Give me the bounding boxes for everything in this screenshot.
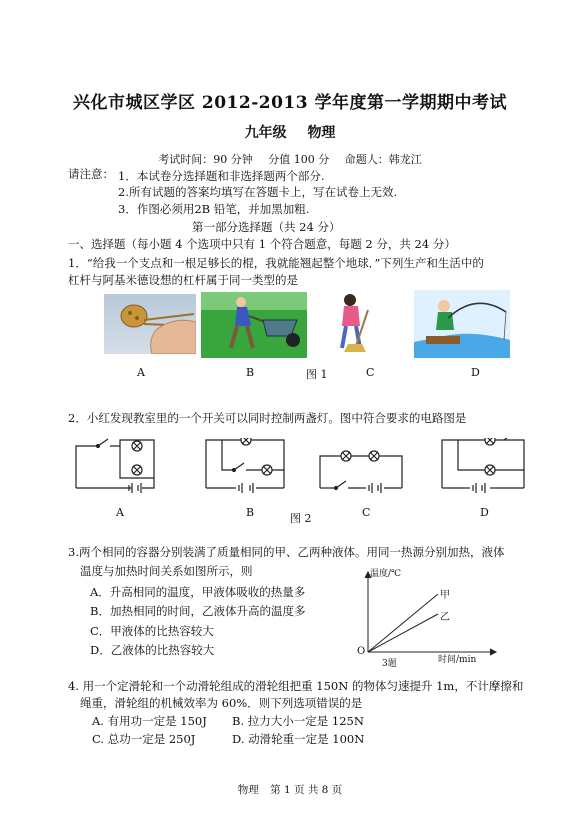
circuit-c — [316, 438, 416, 506]
broom-image — [328, 292, 380, 354]
q1-label-d: D — [471, 366, 480, 379]
q3-graph — [354, 566, 514, 669]
exam-info — [0, 151, 580, 167]
exam-score: 分值 100 分 — [268, 153, 330, 166]
page-footer — [0, 782, 580, 797]
q2-text: 2．小红发现教室里的一个开关可以同时控制两盏灯。图中符合要求的电路图是 — [68, 411, 467, 425]
q2-label-b: B — [246, 506, 255, 519]
q3-option-c: C．甲液体的比热容较大 — [90, 624, 214, 638]
graph-figure-label: 3题 — [382, 659, 397, 669]
q4-option-b: B. 拉力大小一定是 125N — [232, 714, 364, 728]
part1-heading: 第一部分选择题（共 24 分） — [192, 220, 341, 234]
chopsticks-image — [104, 294, 196, 354]
q1-line2: 杠杆与阿基米德设想的杠杆属于同一类型的是 — [68, 273, 298, 287]
note-1: 1．本试卷分选择题和非选择题两个部分. — [118, 169, 325, 183]
q3-option-b: B．加热相同的时间，乙液体升高的温度多 — [90, 604, 306, 618]
graph-series-yi: 乙 — [440, 612, 450, 623]
graph-ylabel: 温度/℃ — [370, 569, 402, 579]
note-2: 2.所有试题的答案均填写在答题卡上，写在试卷上无效. — [118, 185, 398, 199]
exam-time: 考试时间：90 分钟 — [158, 153, 253, 166]
fishing-image — [414, 290, 510, 358]
q3-option-d: D．乙液体的比热容较大 — [90, 643, 215, 657]
q3-line2: 温度与加热时间关系如图所示，则 — [80, 564, 253, 578]
q1-label-c: C — [366, 366, 375, 379]
q4-option-c: C. 总功一定是 250J — [92, 732, 196, 746]
q4-option-d: D. 动滑轮重一定是 100N — [232, 732, 365, 746]
q2-label-c: C — [362, 506, 371, 519]
q1-line1: 1．“给我一个支点和一根足够长的棍，我就能翘起整个地球．”下列生产和生活中的 — [68, 256, 484, 270]
q1-label-a: A — [137, 366, 145, 379]
circuit-b — [202, 438, 302, 506]
wheelbarrow-image — [201, 292, 307, 358]
graph-xlabel: 时间/min — [438, 655, 477, 665]
notes-label: 请注意： — [68, 167, 114, 181]
q4-line1: 4. 用一个定滑轮和一个动滑轮组成的滑轮组把重 150N 的物体匀速提升 1m，不计摩擦和 — [68, 679, 524, 693]
grade-subject — [0, 122, 580, 142]
graph-origin: O — [357, 646, 366, 657]
graph-series-jia: 甲 — [440, 590, 450, 601]
q3-option-a: A．升高相同的温度，甲液体吸收的热量多 — [90, 585, 306, 599]
q1-label-b: B — [246, 366, 255, 379]
q4-option-a: A. 有用功一定是 150J — [92, 714, 207, 728]
note-3: 3．作图必须用2B 铅笔，并加黑加粗. — [118, 202, 310, 216]
q1-figure-label: 图 1 — [306, 368, 328, 381]
circuit-a — [72, 438, 172, 506]
circuit-d — [438, 438, 538, 506]
exam-author: 命题人：韩龙江 — [344, 153, 422, 166]
section-heading: 一、选择题（每小题 4 个选项中只有 1 个符合题意，每题 2 分，共 24 分） — [68, 237, 456, 251]
q3-line1: 3.两个相同的容器分别装满了质量相同的甲、乙两种液体。用同一热源分别加热，液体 — [68, 545, 505, 559]
grade: 九年级 — [244, 125, 287, 141]
q4-line2: 绳重，滑轮组的机械效率为 60%．则下列选项错误的是 — [80, 696, 363, 710]
exam-title: 兴化市城区学区 2012-2013 学年度第一学期期中考试 — [72, 93, 508, 113]
footer-page: 第 1 页 共 8 页 — [270, 784, 343, 796]
q2-figure-label: 图 2 — [290, 512, 312, 525]
footer-subject: 物理 — [237, 784, 259, 796]
q2-label-d: D — [480, 506, 489, 519]
subject: 物理 — [307, 125, 336, 141]
q2-label-a: A — [116, 506, 124, 519]
